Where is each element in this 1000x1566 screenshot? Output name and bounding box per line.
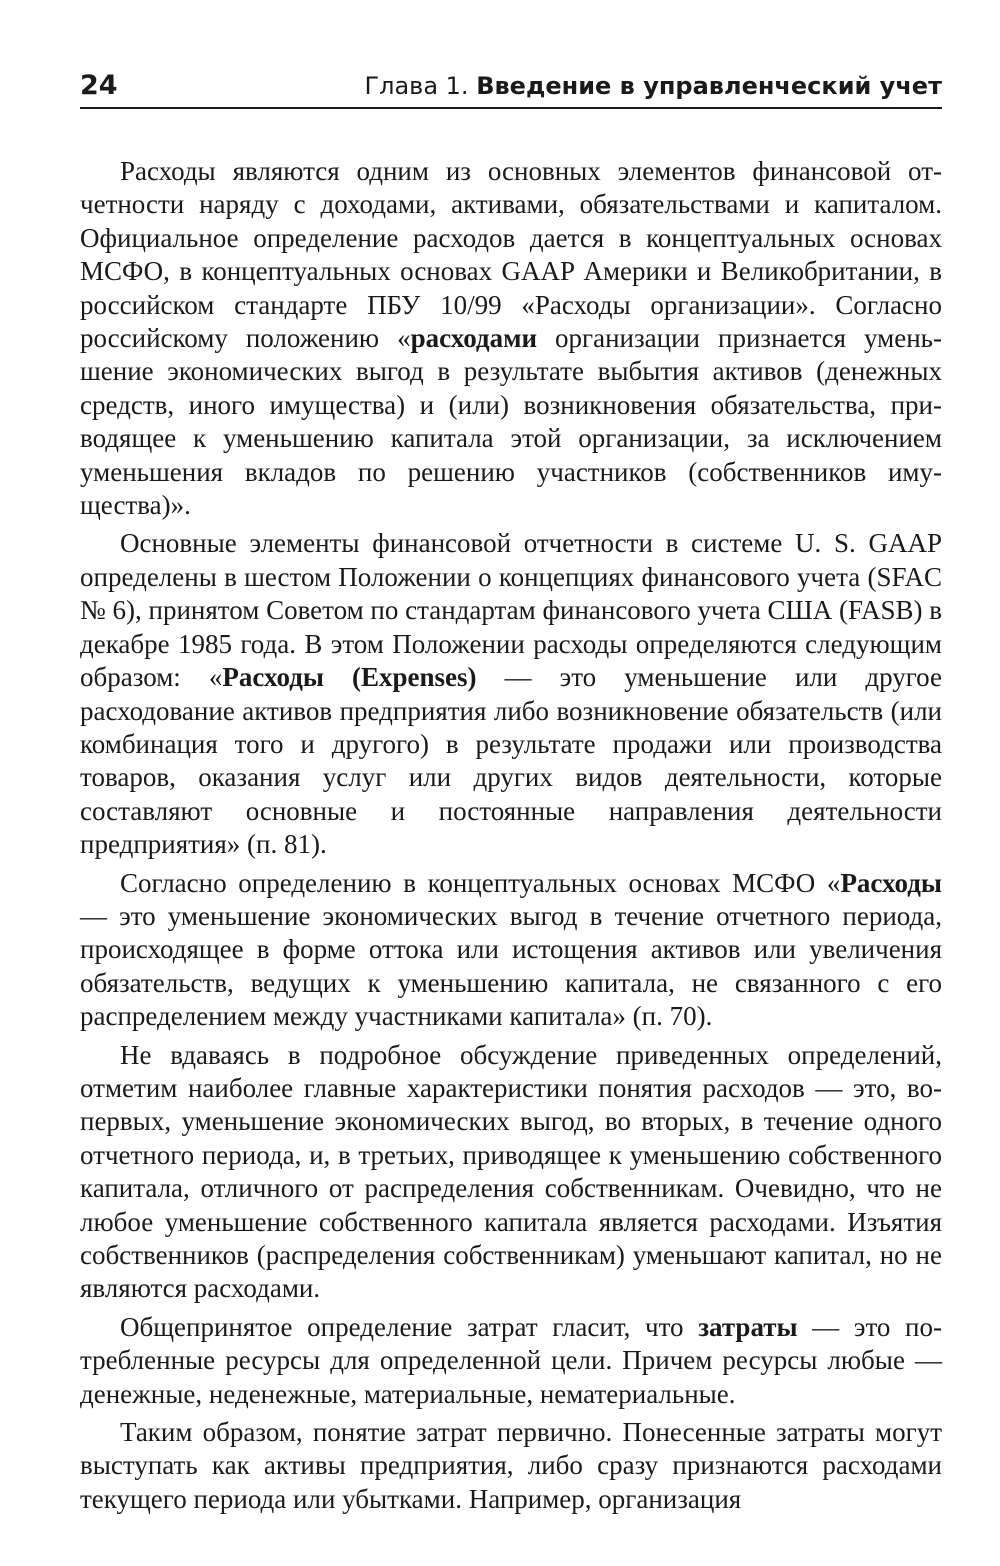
- text-run: — это уменьшение экономических выгод в течение отчетного периода, происходящее в форме оттока или истощения активов или увеличения обязательств, ведущих к уменьшению капитала, не связанного с его распределением между участниками капитала» (п. 70).: [80, 900, 942, 1032]
- page-number: 24: [80, 70, 118, 101]
- paragraph: [80, 1416, 942, 1516]
- text-run: Согласно определению в концептуальных основах МСФО «: [120, 867, 841, 898]
- book-page: [80, 70, 942, 1521]
- bold-term: Расходы: [840, 867, 942, 898]
- bold-term: затраты: [698, 1311, 798, 1342]
- text-run: — это потребленные ресурсы для определенной цели. Причем ресурсы любые — денежные, неденежные, материальные, нематериальные.: [80, 1311, 942, 1409]
- paragraph: [80, 1039, 942, 1306]
- chapter-title: [365, 72, 943, 100]
- text-run: Основные элементы финансовой отчетности в системе U. S. GAAP определены в шестом Положении о концепциях финансового учета (SFAC № 6), принятом Советом по стандартам финансового учета США (FASB) в декабре 1985 года. В этом Положении расходы определяются следующим образом: «: [80, 528, 942, 693]
- chapter-label: Глава 1.: [364, 72, 469, 100]
- text-run: Не вдаваясь в подробное обсуждение приведенных определений, отметим наиболее главные характеристики понятия расходов — это, во-первых, уменьшение экономических выгод, во вторых, в течение одного отчетного периода, и, в третьих, приводящее к уменьшению собственного капитала, отличного от распределения собственникам. Очевидно, что не любое уменьшение собственного капитала является расходами. Изъятия собственников (распределения собственникам) уменьшают капитал, но не являются расходами.: [80, 1039, 942, 1304]
- text-run: организации признается уменьшение экономических выгод в результате выбытия активов (денежных средств, иного имущества) и (или) возникновения обязательства, приводящее к уменьшению капитала этой организации, за исключением уменьшения вкладов по решению участников (собственников имущества)».: [80, 323, 942, 521]
- text-run: Таким образом, понятие затрат первично. Понесенные затраты могут выступать как активы предприятия, либо сразу признаются расходами текущего периода или убытками. Например, организация: [80, 1417, 942, 1514]
- chapter-name: Введение в управленческий учет: [476, 72, 942, 100]
- bold-term: Расходы (Expenses): [222, 662, 477, 693]
- text-run: — это уменьшение или другое расходование активов предприятия либо возникновение обязательств (или комбинация того и другого) в результате продажи или производства товаров, оказания услуг или других видов деятельности, которые составляют основные и постоянные направления деятельности предприятия» (п. 81).: [80, 662, 942, 860]
- paragraph: [80, 867, 942, 1034]
- running-header: [80, 70, 942, 109]
- text-run: Общепринятое определение затрат гласит, что: [120, 1311, 699, 1342]
- text-run: Расходы являются одним из основных элементов финансовой отчетности наряду с доходами, активами, обязательствами и капиталом. Официальное определение расходов дается в концептуальных основах МСФО, в концептуальных основах GAAP Америки и Великобритании, в российском стандарте ПБУ 10/99 «Расходы организации». Согласно российскому положению «: [80, 156, 942, 354]
- paragraph: [80, 527, 942, 861]
- paragraph: [80, 1311, 942, 1411]
- body-text: [80, 155, 942, 1516]
- bold-term: расходами: [410, 323, 538, 354]
- paragraph: [80, 155, 942, 522]
